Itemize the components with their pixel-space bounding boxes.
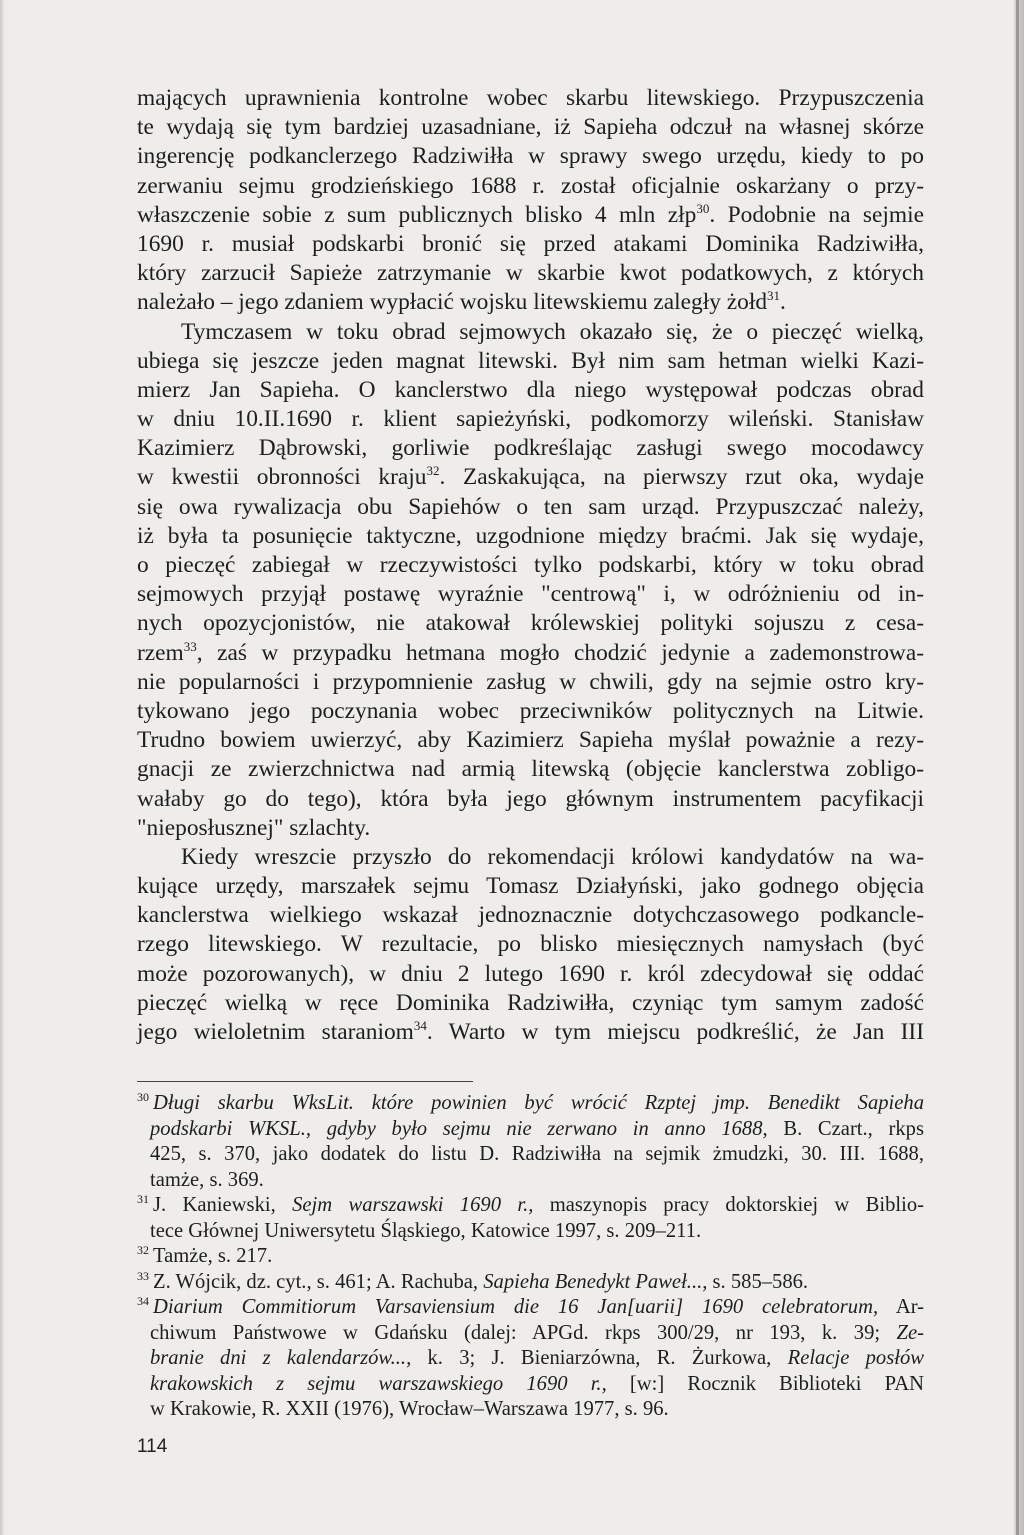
main-text bbox=[137, 84, 924, 1047]
text-line: Tymczasem w toku obrad sejmowych okazało się, że o pieczęć wielką, bbox=[181, 318, 924, 345]
footnote-reference: 34 bbox=[413, 1018, 427, 1034]
page-number: 114 bbox=[137, 1436, 168, 1457]
footnote-line: 425, s. 370, jako dodatek do listu D. Radziwiłła na sejmik żmudzki, 30. III. 1688, bbox=[150, 1143, 924, 1165]
page-binding-edge bbox=[1014, 0, 1024, 1535]
footnote-line: krakowskich z sejmu warszawskiego 1690 r., [w:] Rocznik Biblioteki PAN bbox=[150, 1372, 924, 1395]
text-line: rzego litewskiego. W rezultacie, po blisko miesięcznych namysłach (być bbox=[137, 931, 924, 958]
text-line: mających uprawnienia kontrolne wobec skarbu litewskiego. Przypuszczenia bbox=[137, 85, 924, 111]
footnote-number: 31 bbox=[137, 1192, 149, 1207]
text-line: tykowano jego poczynania wobec przeciwników politycznych na Litwie. bbox=[137, 697, 924, 724]
page-left-edge bbox=[0, 0, 4, 1535]
footnote-line: chiwum Państwowe w Gdańsku (dalej: APGd. rkps 300/29, nr 193, k. 39; Ze- bbox=[150, 1321, 924, 1344]
text-line: sejmowych przyjął postawę wyraźnie "centrową" i, w odróżnieniu od in- bbox=[137, 581, 924, 608]
text-line: kujące urzędy, marszałek sejmu Tomasz Działyński, jako godnego objęcia bbox=[137, 873, 924, 900]
text-line: rzem$^{33}$, zaś w przypadku hetmana mogło chodzić jedynie a zademonstrowa- bbox=[137, 638, 924, 666]
footnote-34: $^{34}$ Diarium Commitiorum Varsaviensium die 16 Jan[uarii] 1690 celebratorum, Ar- bbox=[137, 1294, 924, 1318]
footnote-30: $^{30}$ Długi skarbu WksLit. które powinien być wrócić Rzptej jmp. Benedikt Sapieha bbox=[137, 1090, 924, 1114]
text-line: mierz Jan Sapieha. O kanclerstwo dla niego występował podczas obrad bbox=[137, 376, 924, 403]
text-line: kanclerstwa wielkiego wskazał jednoznacznie dotychczasowego podkancle- bbox=[137, 902, 924, 929]
text-line: w dniu 10.II.1690 r. klient sapieżyński, podkomorzy wileński. Stanisław bbox=[137, 406, 924, 433]
text-line: "nieposłusznej" szlachty. bbox=[137, 814, 371, 841]
text-line: nie popularności i przypomnienie zasług w chwili, gdy na sejmie ostro kry- bbox=[137, 668, 924, 695]
text-line: pieczęć wielką w ręce Dominika Radziwiłła, czyniąc tym samym zadość bbox=[137, 989, 924, 1016]
footnote-separator bbox=[137, 1081, 473, 1082]
footnote-31: $^{31}$ J. Kaniewski, Sejm warszawski 1690 r., maszynopis pracy doktorskiej w Biblio- bbox=[137, 1192, 924, 1216]
footnote-number: 34 bbox=[137, 1294, 149, 1309]
text-line: 1690 r. musiał podskarbi bronić się przed atakami Dominika Radziwiłła, bbox=[137, 230, 924, 257]
text-line: te wydają się tym bardziej uzasadniane, iż Sapieha odczuł na własnej skórze bbox=[137, 114, 924, 141]
text-line: w kwestii obronności kraju$^{32}$. Zaskakująca, na pierwszy rzut oka, wydaje bbox=[137, 463, 924, 491]
footnote-number: 32 bbox=[137, 1243, 149, 1258]
footnote-33: $^{33}$ Z. Wójcik, dz. cyt., s. 461; A. Rachuba, Sapieha Benedykt Paweł..., s. 585–586. bbox=[137, 1268, 809, 1293]
text-line: iż była ta posunięcie taktyczne, uzgodnione między braćmi. Jak się wydaje, bbox=[137, 522, 924, 549]
footnote-reference: 30 bbox=[696, 200, 710, 216]
text-line: jego wieloletnim staraniom$^{34}$. Warto w tym miejscu podkreślić, że Jan III bbox=[137, 1018, 924, 1045]
text-line: nych opozycjonistów, nie atakował królewskiej polityki sojuszu z cesa- bbox=[137, 610, 924, 637]
text-line: właszczenie sobie z sum publicznych blisko 4 mln złp$^{30}$. Podobnie na sejmie bbox=[137, 200, 924, 228]
text-line: Kazimierz Dąbrowski, gorliwie podkreślając zasługi swego mocodawcy bbox=[137, 435, 924, 462]
footnote-line: branie dni z kalendarzów..., k. 3; J. Bieniarzówna, R. Żurkowa, Relacje posłów bbox=[150, 1347, 924, 1369]
footnote-reference: 32 bbox=[426, 463, 440, 479]
footnote-number: 30 bbox=[137, 1090, 149, 1105]
footnotes bbox=[137, 1091, 924, 1423]
footnote-line: podskarbi WKSL., gdyby było sejmu nie zerwano in anno 1688, B. Czart., rkps bbox=[150, 1117, 924, 1140]
footnote-line: tece Głównej Uniwersytetu Śląskiego, Katowice 1997, s. 209–211. bbox=[150, 1219, 702, 1242]
footnote-reference: 31 bbox=[767, 288, 781, 304]
footnote-line: w Krakowie, R. XXII (1976), Wrocław–Warszawa 1977, s. 96. bbox=[150, 1398, 669, 1420]
text-line: ingerencję podkanclerzego Radziwiłła w sprawy swego urzędu, kiedy to po bbox=[137, 143, 924, 170]
footnote-number: 33 bbox=[137, 1268, 149, 1283]
text-line: zerwaniu sejmu grodzieńskiego 1688 r. został oficjalnie oskarżany o przy- bbox=[137, 172, 924, 199]
text-line: który zarzucił Sapieże zatrzymanie w skarbie kwot podatkowych, z których bbox=[137, 260, 924, 287]
text-line: ubiega się jeszcze jeden magnat litewski. Był nim sam hetman wielki Kazi- bbox=[137, 347, 924, 374]
text-line: Kiedy wreszcie przyszło do rekomendacji królowi kandydatów na wa- bbox=[181, 843, 924, 870]
text-line: o pieczęć zabiegał w rzeczywistości tylko podskarbi, który w toku obrad bbox=[137, 552, 924, 578]
text-line: należało – jego zdaniem wypłacić wojsku litewskiemu zaległy żołd$^{31}$. bbox=[137, 288, 786, 316]
text-line: się owa rywalizacja obu Sapiehów o ten sam urząd. Przypuszczać należy, bbox=[137, 493, 924, 520]
footnote-reference: 33 bbox=[183, 638, 197, 654]
footnote-line: tamże, s. 369. bbox=[150, 1168, 264, 1191]
text-line: może pozorowanych), w dniu 2 lutego 1690 r. król zdecydował się oddać bbox=[137, 960, 924, 987]
footnote-32: $^{32}$ Tamże, s. 217. bbox=[137, 1243, 273, 1267]
text-line: gnacji ze zwierzchnictwa nad armią litewską (objęcie kanclerstwa zobligo- bbox=[137, 756, 924, 783]
text-line: Trudno bowiem uwierzyć, aby Kazimierz Sapieha myślał poważnie a rezy- bbox=[137, 727, 924, 754]
text-line: wałaby go do tego), która była jego głównym instrumentem pacyfikacji bbox=[137, 785, 924, 812]
